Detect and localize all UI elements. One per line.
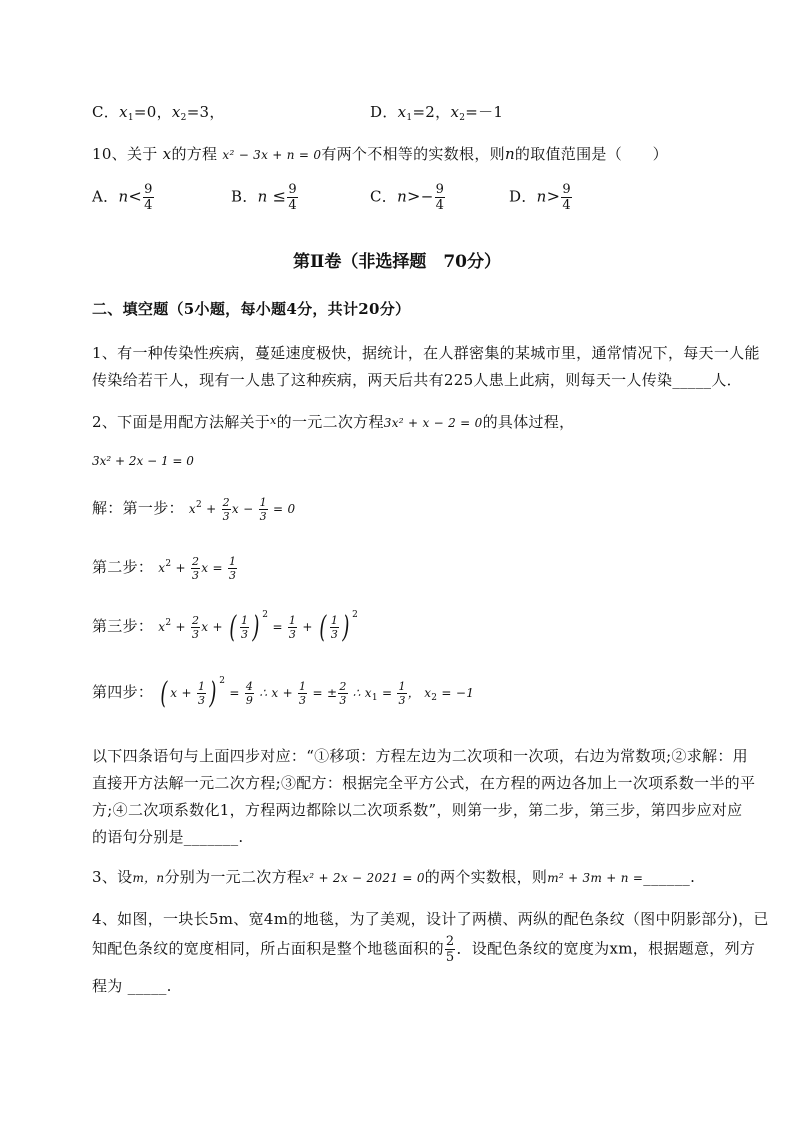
q2-given-equation: 3x² + 2x − 1 = 0: [92, 454, 194, 468]
exponent: 2: [352, 610, 359, 620]
q10-stem-mid: 的方程: [171, 145, 218, 163]
q10-option-b: [231, 183, 299, 212]
exponent: 2: [165, 618, 172, 628]
fraction-numerator: 2: [191, 555, 200, 568]
fraction-denominator: 3: [330, 628, 339, 641]
option-fraction: [287, 183, 298, 212]
subscript: 1: [127, 113, 134, 123]
paren-right: ): [209, 675, 217, 711]
fraction-numerator: 9: [144, 182, 153, 197]
fraction: [191, 615, 200, 640]
q3-mid: 分别为一元二次方程: [164, 868, 303, 886]
fraction-denominator: 9: [245, 694, 254, 707]
option-lhs: n: [118, 187, 129, 206]
q2-step4: [92, 676, 474, 709]
fraction: [245, 681, 254, 706]
fraction-numerator: 1: [197, 680, 206, 693]
section-title: 二、填空题（5小题，每小题4分，共计20分）: [92, 300, 411, 318]
fraction-numerator: 4: [245, 680, 254, 693]
fraction: [288, 615, 297, 640]
q4-line1: 4、如图，一块长5m、宽4m的地毯，为了美观，设计了两横、两纵的配色条纹（图中阴影部分)，已: [92, 910, 769, 928]
fraction-denominator: 3: [228, 569, 237, 582]
option-lhs: n: [397, 187, 408, 206]
paren-right: ): [252, 609, 260, 645]
q2-step2: [92, 556, 238, 581]
fraction-numerator: 9: [562, 182, 571, 197]
fraction-denominator: 3: [222, 510, 230, 523]
part2-title: 第Ⅱ卷（非选择题 70分）: [293, 252, 501, 272]
q2-desc-line1: 以下四条语句与上面四步对应：“①移项：方程左边为二次项和一次项，右边为常数项;②求解：用: [92, 747, 748, 765]
option-lhs: n: [257, 187, 268, 206]
option-lhs: n: [536, 187, 547, 206]
fraction: [228, 556, 237, 581]
fraction-denominator: 3: [299, 694, 307, 707]
fraction-numerator: 1: [259, 496, 267, 509]
fraction: [397, 681, 406, 706]
fraction-denominator: 3: [398, 694, 406, 707]
option-fraction: [435, 183, 446, 212]
q4-line2-pre: 知配色条纹的宽度相同，所占面积是整个地毯面积的: [92, 939, 444, 958]
fraction-denominator: 3: [191, 628, 200, 641]
step2-label: 第二步：: [92, 558, 154, 576]
q1-line2: 传染给若干人，现有一人患了这种疾病，两天后共有225人患上此病，则每天一人传染_____人．: [92, 371, 742, 389]
q3-blank: ______.: [643, 868, 696, 886]
q9-option-d: [370, 101, 503, 123]
q4-fraction: [445, 935, 456, 964]
fraction-numerator: 2: [191, 614, 200, 627]
option-label: A．: [92, 187, 119, 206]
step2-math: $x^2$ + $\frac{2}{3}$ x = $\frac{1}{3}$: [158, 555, 237, 582]
fraction: [191, 556, 200, 581]
q10-stem: [92, 143, 668, 164]
exponent: 2: [195, 500, 202, 510]
fraction-denominator: 4: [562, 198, 571, 213]
math-var: x: [397, 103, 407, 121]
option-negative-sign: −: [420, 187, 434, 206]
fraction-denominator: 3: [259, 510, 267, 523]
fraction-numerator: 2: [339, 680, 347, 693]
q1-line1: 1、有一种传染性疾病，蔓延速度极快，据统计，在人群密集的某城市里，通常情况下，每天一人能: [92, 344, 760, 362]
fraction-denominator: 4: [144, 198, 153, 213]
q3: [92, 866, 695, 887]
fraction-denominator: 3: [197, 694, 206, 707]
q2-step3: [92, 610, 358, 643]
q3-vars: m，n: [132, 871, 165, 885]
math-var: x: [171, 103, 181, 121]
q4-line3: 程为 _____.: [92, 977, 172, 995]
math-text: =3，: [186, 103, 225, 121]
fraction-denominator: 5: [445, 950, 455, 965]
exponent: 2: [262, 610, 269, 620]
fraction-denominator: 3: [240, 628, 249, 641]
q2-intro-mid: 的一元二次方程: [276, 413, 384, 431]
q10-stem-end: 的取值范围是（ ）: [514, 145, 668, 163]
option-label: C．: [92, 103, 120, 121]
option-label: D．: [370, 103, 398, 121]
fraction: [222, 497, 231, 522]
q2-step1: [92, 497, 295, 522]
q2-desc-line4: 的语句分别是_______.: [92, 828, 244, 846]
option-label: C．: [370, 187, 398, 206]
step3-math: $x^2$ + $\frac{2}{3}$ x + ( $\frac{1}{3}$ ) $^2$ = $\frac{1}{3}$ + ( $\frac{1}{3}$ ) $^2$: [158, 609, 359, 645]
option-relation: ≤: [272, 186, 287, 206]
fraction-denominator: 4: [435, 198, 445, 213]
fraction: [259, 497, 268, 522]
step1-math: $x^2$ + $\frac{2}{3}$ x − $\frac{1}{3}$ = 0: [188, 496, 296, 523]
fraction-numerator: 1: [299, 680, 307, 693]
step1-label: 解：第一步：: [92, 499, 184, 517]
fraction-numerator: 1: [228, 555, 237, 568]
q10-stem-post: 有两个不相等的实数根，则: [321, 145, 505, 163]
option-label: D．: [509, 187, 537, 206]
q10-var-n: n: [504, 145, 515, 163]
math-text: =0，: [133, 103, 172, 121]
fraction-numerator: 2: [222, 496, 230, 509]
q2-intro-equation: 3x² + x − 2 = 0: [383, 416, 483, 430]
paren-left: (: [319, 609, 327, 645]
step4-label: 第四步：: [92, 683, 154, 701]
q2-intro-pre: 2、下面是用配方法解关于: [92, 413, 271, 431]
q2-desc-line3: 方;④二次项系数化1，方程两边都除以二次项系数”，则第一步，第二步，第三步，第四步应对应: [92, 801, 743, 819]
fraction-denominator: 3: [339, 694, 347, 707]
q3-pre: 3、设: [92, 868, 133, 886]
fraction: [197, 681, 206, 706]
option-fraction: [143, 183, 154, 212]
q4-line2: [92, 935, 755, 964]
fraction: [240, 615, 249, 640]
q10-equation: x² − 3x + n = 0: [222, 148, 322, 162]
q3-equation: x² + 2x − 2021 = 0: [302, 871, 425, 885]
q9-option-c: [92, 101, 225, 123]
subscript: 2: [180, 113, 187, 123]
fraction-denominator: 4: [288, 198, 297, 213]
q2-intro: [92, 411, 574, 432]
fraction-numerator: 9: [435, 182, 445, 197]
fraction-numerator: 1: [398, 680, 406, 693]
subscript: 2: [431, 693, 438, 703]
paren-left: (: [229, 609, 237, 645]
option-relation: >: [407, 186, 421, 206]
math-var: x: [450, 103, 460, 121]
exponent: 2: [165, 559, 172, 569]
q2-intro-var: x: [270, 414, 277, 427]
step3-label: 第三步：: [92, 617, 154, 635]
subscript: 2: [459, 113, 466, 123]
step4-math: ( x + $\frac{1}{3}$ ) $^2$ = $\frac{4}{9}$ ∴ x + $\frac{1}{3}$ = ± $\frac{2}{3}$ ∴ $x_1$ = $\frac{1}{3}$ ， $x_2 = -1$: [160, 675, 475, 711]
fraction-numerator: 1: [330, 614, 339, 627]
q4-line2-post: ．设配色条纹的宽度为xm，根据题意，列方: [456, 939, 756, 958]
q10-option-d: [509, 183, 573, 212]
q10-option-a: [92, 183, 155, 212]
q2-desc-line2: 直接开方法解一元二次方程;③配方：根据完全平方公式，在方程的两边各加上一次项系数一半的平: [92, 774, 756, 792]
q10-option-c: [370, 183, 446, 212]
paren-left: (: [160, 675, 168, 711]
q10-stem-pre: 10、关于: [92, 145, 158, 163]
exponent: 2: [219, 676, 226, 686]
q3-post: 的两个实数根，则: [424, 868, 548, 886]
paren-right: ): [342, 609, 350, 645]
fraction-denominator: 3: [288, 628, 297, 641]
fraction-numerator: 9: [288, 182, 297, 197]
option-relation: >: [546, 186, 561, 206]
fraction: [338, 681, 347, 706]
fraction-numerator: 1: [240, 614, 249, 627]
option-relation: <: [128, 186, 143, 206]
subscript: 1: [371, 693, 378, 703]
fraction-numerator: 2: [445, 934, 455, 949]
subscript: 1: [406, 113, 413, 123]
fraction-denominator: 3: [191, 569, 200, 582]
option-fraction: [561, 183, 572, 212]
fraction: [330, 615, 339, 640]
q2-intro-post: 的具体过程，: [482, 413, 575, 431]
math-text: =2，: [412, 103, 451, 121]
fraction: [298, 681, 307, 706]
q10-var-x: x: [162, 145, 172, 163]
option-label: B．: [231, 187, 258, 206]
math-text: =－1: [465, 103, 504, 121]
math-var: x: [119, 103, 128, 121]
q3-expression: m² + 3m + n =: [547, 871, 644, 885]
fraction-numerator: 1: [288, 614, 297, 627]
